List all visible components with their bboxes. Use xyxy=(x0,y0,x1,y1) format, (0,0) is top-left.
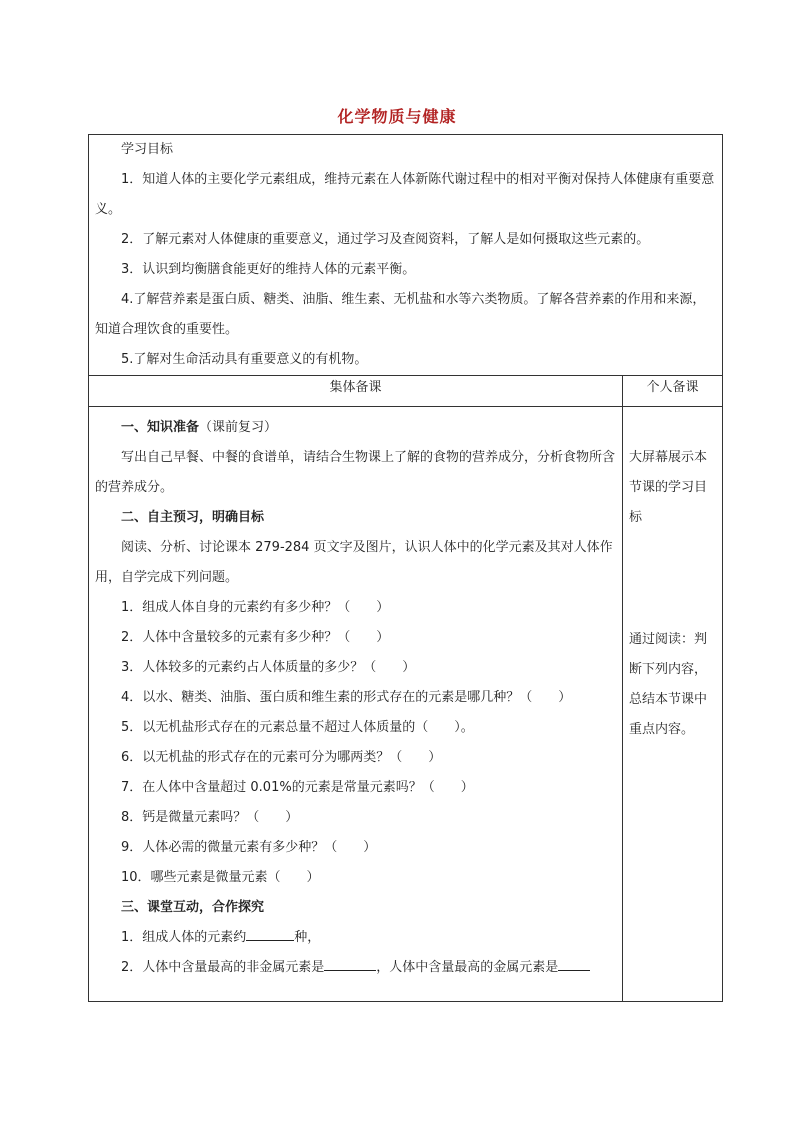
section3-q1 xyxy=(89,923,622,953)
collective-header: 集体备课 xyxy=(89,376,623,407)
objectives-cell xyxy=(89,135,723,376)
question-item: 6．以无机盐的形式存在的元素可分为哪两类？（ ） xyxy=(121,750,442,765)
q1-text-after: 种， xyxy=(294,930,321,945)
q2-text-before: 2．人体中含量最高的非金属元素是 xyxy=(121,960,325,975)
spacer xyxy=(623,533,722,625)
objective-item: 1．知道人体的主要化学元素组成，维持元素在人体新陈代谢过程中的相对平衡对保持人体健康有重要意义。 xyxy=(95,172,715,217)
objective-item: 5.了解对生命活动具有重要意义的有机物。 xyxy=(121,352,368,367)
section2-intro: 阅读、分析、讨论课本 279-284 页文字及图片，认识人体中的化学元素及其对人体作用，自学完成下列问题。 xyxy=(95,540,613,585)
question-item: 1．组成人体自身的元素约有多少种？（ ） xyxy=(121,600,390,615)
objectives-heading: 学习目标 xyxy=(121,142,174,157)
section2-heading: 二、自主预习，明确目标 xyxy=(121,510,265,525)
question-item: 9．人体必需的微量元素有多少种？（ ） xyxy=(121,840,377,855)
column-header-row xyxy=(89,376,723,407)
answer-blank xyxy=(558,954,590,971)
section1-heading-note: （课前复习） xyxy=(199,420,278,435)
personal-cell xyxy=(623,407,723,1002)
q1-text-before: 1．组成人体的元素约 xyxy=(121,930,247,945)
section1-text: 写出自己早餐、中餐的食谱单，请结合生物课上了解的食物的营养成分，分析食物所含的营养成分。 xyxy=(95,450,616,495)
collective-cell xyxy=(89,407,623,1002)
section3-heading: 三、课堂互动，合作探究 xyxy=(121,900,265,915)
answer-blank xyxy=(246,924,294,941)
personal-note: 通过阅读：判断下列内容，总结本节课中重点内容。 xyxy=(629,632,708,737)
q2-text-mid: ，人体中含量最高的金属元素是 xyxy=(376,960,559,975)
content-row xyxy=(89,407,723,1002)
page-title: 化学物质与健康 xyxy=(337,107,457,126)
question-item: 7．在人体中含量超过 0.01%的元素是常量元素吗？（ ） xyxy=(121,780,474,795)
objective-item: 3．认识到均衡膳食能更好的维持人体的元素平衡。 xyxy=(121,262,416,277)
question-item: 5．以无机盐形式存在的元素总量不超过人体质量的（ ）。 xyxy=(121,720,474,735)
personal-note: 大屏幕展示本节课的学习目标 xyxy=(629,450,708,525)
objective-item: 4.了解营养素是蛋白质、糖类、油脂、维生素、无机盐和水等六类物质。了解各营养素的作用和来源，知道合理饮食的重要性。 xyxy=(95,292,706,337)
personal-header: 个人备课 xyxy=(623,376,723,407)
answer-blank xyxy=(324,954,376,971)
question-item: 2．人体中含量较多的元素有多少种？（ ） xyxy=(121,630,390,645)
objective-item: 2．了解元素对人体健康的重要意义，通过学习及查阅资料，了解人是如何摄取这些元素的。 xyxy=(121,232,650,247)
section1-heading: 一、知识准备 xyxy=(121,420,200,435)
section1-heading-line xyxy=(89,413,622,443)
question-item: 10．哪些元素是微量元素（ ） xyxy=(121,870,320,885)
lesson-plan-table xyxy=(88,134,723,1002)
objectives-row xyxy=(89,135,723,376)
question-item: 4．以水、糖类、油脂、蛋白质和维生素的形式存在的元素是哪几种？（ ） xyxy=(121,690,572,705)
section3-q2 xyxy=(89,953,622,983)
question-item: 3．人体较多的元素约占人体质量的多少？（ ） xyxy=(121,660,416,675)
question-item: 8．钙是微量元素吗？（ ） xyxy=(121,810,299,825)
